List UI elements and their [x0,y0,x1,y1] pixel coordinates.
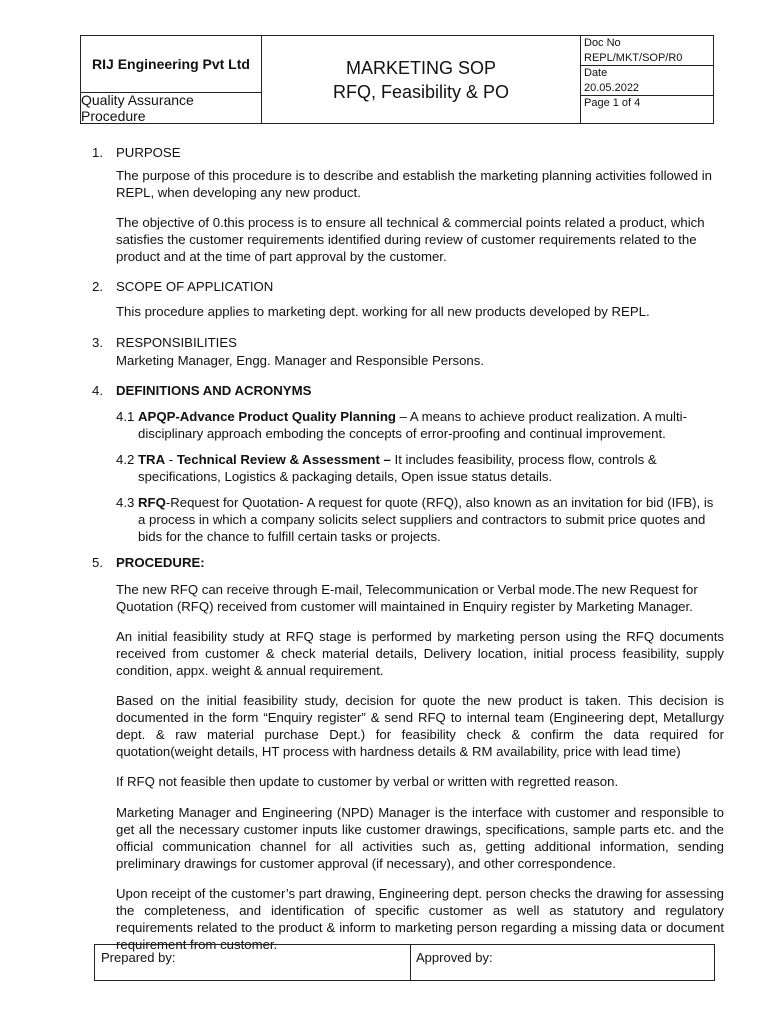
definition-item [116,494,724,545]
section-procedure [92,554,724,571]
section-title: PURPOSE [116,145,181,160]
definition-item [116,451,724,485]
procedure-paragraph-1: The new RFQ can receive through E-mail, Telecommunication or Verbal mode.The new Request for Quotation (RFQ) received from customer will maintained in Enquiry register by Marketing Manager. [116,581,698,614]
section-title: DEFINITIONS AND ACRONYMS [116,382,312,398]
prepared-by-cell: Prepared by: [95,945,411,980]
section-number: 5. [92,554,103,570]
section-number: 3. [92,334,103,350]
purpose-paragraph-2: The objective of 0.this process is to ensure all technical & commercial points related a product, which satisfies the customer requirements identified during review of customer requirements related to the product and at the time of part approval by the customer. [116,215,705,265]
definition-term: RFQ [138,494,166,510]
section-number: 4. [92,382,103,398]
definition-number: 4.1 [116,408,135,424]
section-number: 2. [92,279,103,295]
procedure-type: Quality Assurance Procedure [81,93,262,123]
title-line-2: RFQ, Feasibility & PO [332,81,510,102]
definition-description: It includes feasibility, process flow, controls & specifications, Logistics & packaging details, Open issue status details. [138,451,657,484]
company-name: RIJ Engineering Pvt Ltd [81,36,262,93]
section-responsibilities [92,334,724,351]
procedure-paragraph-6: Upon receipt of the customer’s part drawing, Engineering dept. person checks the drawing for assessing the completeness, and identification of specific customer as well as statutory and regulatory requirements related to the product & inform to marketing person regarding a missing data or document requirement from customer. [116,885,724,952]
section-purpose [92,144,724,161]
definition-term-expanded: Technical Review & Assessment – [176,451,391,467]
definition-number: 4.2 [116,451,135,467]
procedure-paragraph-3: Based on the initial feasibility study, decision for quote the new product is taken. This decision is documented in the form “Enquiry register” & send RFQ to internal team (Engineering dept, Metallurgy dept. & raw material purchase Dept.) for feasibility check & confirm the data required for quotation(weight details, HT process with hardness details & RM availability, price with lead time) [116,693,724,760]
definition-text [138,408,724,442]
scope-paragraph: This procedure applies to marketing dept. working for all new products developed by REPL. [116,304,650,320]
purpose-paragraph-1: The purpose of this procedure is to describe and establish the marketing planning activities followed in REPL, when developing any new product. [116,168,712,200]
procedure-paragraph-5: Marketing Manager and Engineering (NPD) Manager is the interface with customer and responsible to get all the necessary customer inputs like customer drawings, specifications, sample parts etc. and the official communication channel for all activities such as, getting additional information, sending preliminary drawings for customer approval (if necessary), and other correspondence. [116,804,724,871]
responsibilities-paragraph: Marketing Manager, Engg. Manager and Responsible Persons. [116,352,485,368]
date-value: 20.05.2022 [581,81,713,96]
section-title: SCOPE OF APPLICATION [116,279,274,295]
approved-by-cell: Approved by: [416,950,493,965]
definition-number: 4.3 [116,494,135,510]
section-definitions [92,382,724,399]
definition-item [116,408,724,442]
doc-meta [580,36,713,123]
title-line-1: MARKETING SOP [345,57,497,78]
definition-separator: - [165,451,177,467]
definition-description: -Request for Quotation- A request for quote (RFQ), also known as an invitation for bid (IFB), is a process in which a company solicits select suppliers and contractors to submit price quotes and bids for the chance to fulfill certain tasks or projects. [138,494,714,544]
definition-term: APQP-Advance Product Quality Planning [138,408,396,424]
procedure-paragraph-2: An initial feasibility study at RFQ stage is performed by marketing person using the RFQ documents received from customer & check material details, Delivery location, initial process feasibility, supply condition, appx. weight & annual requirement. [116,628,724,678]
document-body [92,144,724,966]
document-title [262,36,580,123]
section-title: RESPONSIBILITIES [116,334,237,350]
signature-footer [94,944,715,981]
date-label: Date [584,67,608,79]
page-number: Page 1 of 4 [584,97,641,109]
doc-no-value: REPL/MKT/SOP/R0 [581,51,713,66]
document-header [80,35,714,124]
definition-term: TRA [138,451,166,467]
section-scope [92,278,724,295]
definition-description: – A means to achieve product realization. A multi-disciplinary approach emboding the concepts of error-proofing and continual improvement. [138,408,687,441]
section-title: PROCEDURE: [116,554,205,570]
definition-text [138,494,724,545]
definition-text [138,451,724,485]
doc-no-label: Doc No [584,37,621,49]
section-number: 1. [92,145,103,160]
procedure-paragraph-4: If RFQ not feasible then update to customer by verbal or written with regretted reason. [116,774,619,790]
